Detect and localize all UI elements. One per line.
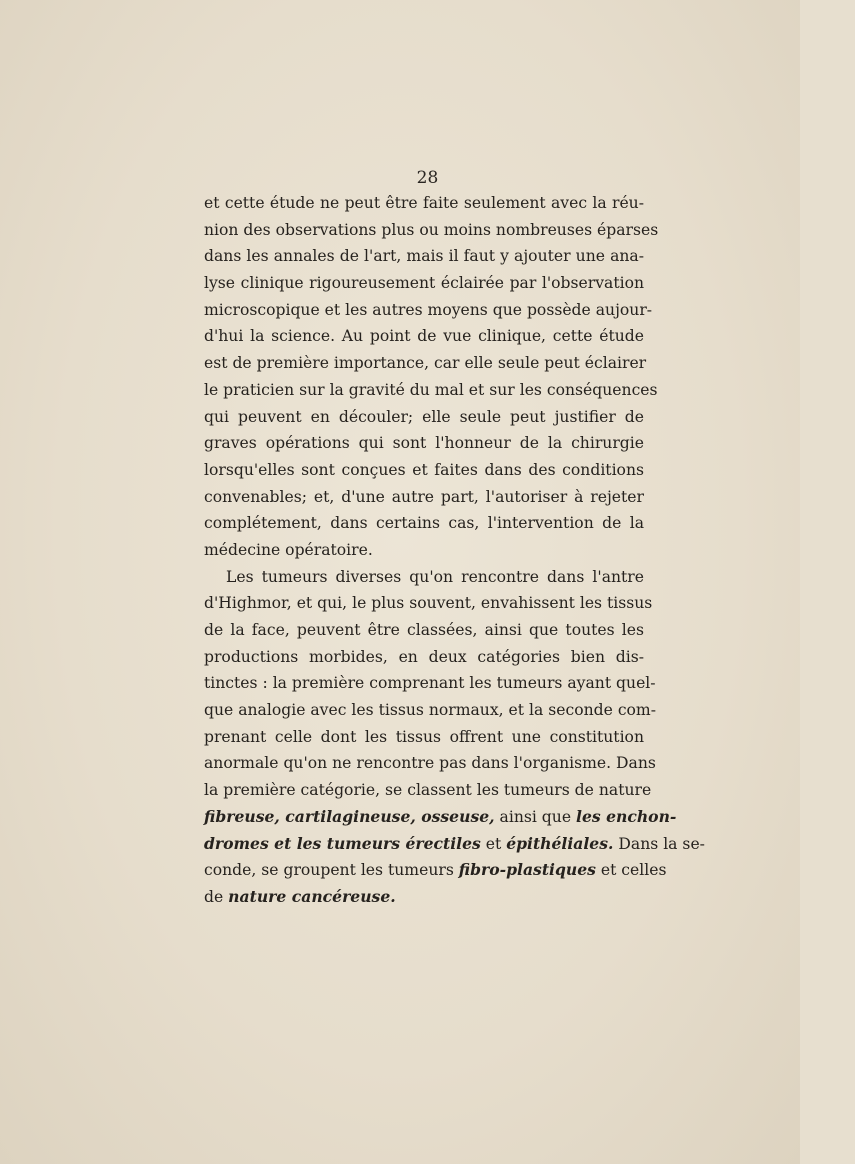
text-segment: d'Highmor, et qui, le plus souvent, envahissent les tissus xyxy=(204,594,653,613)
text-line xyxy=(204,564,644,591)
text-segment: de xyxy=(204,887,229,906)
text-segment: d'hui la science. Au point de vue clinique, cette étude xyxy=(204,327,644,346)
text-segment: et cette étude ne peut être faite seulement avec la réu- xyxy=(204,194,644,212)
italic-segment: fibreuse, cartilagineuse, osseuse, xyxy=(204,806,495,826)
text-segment: et xyxy=(480,834,507,853)
text-line xyxy=(204,430,644,457)
page-number: 28 xyxy=(416,168,439,188)
text-segment: médecine opératoire. xyxy=(204,540,373,559)
italic-segment: les enchon- xyxy=(576,806,677,826)
text-line xyxy=(204,697,656,724)
text-line xyxy=(204,590,653,617)
text-line xyxy=(204,217,659,244)
text-line xyxy=(204,750,656,777)
text-segment: qui peuvent en découler; elle seule peut justifier de xyxy=(204,407,644,426)
text-segment: nion des observations plus ou moins nombreuses éparses xyxy=(204,220,659,239)
text-line xyxy=(204,831,705,858)
text-segment: et celles xyxy=(595,861,667,880)
text-line xyxy=(204,510,644,537)
text-line xyxy=(204,804,677,831)
text-line xyxy=(204,323,644,350)
text-line xyxy=(204,270,644,297)
text-segment: microscopique et les autres moyens que possède aujour- xyxy=(204,300,653,319)
text-line xyxy=(204,857,667,884)
italic-segment: nature cancéreuse. xyxy=(228,886,396,906)
italic-segment: épithéliales. xyxy=(506,833,614,853)
text-segment: lyse clinique rigoureusement éclairée par l'observation xyxy=(204,274,644,293)
italic-segment: fibro-plastiques xyxy=(458,860,596,880)
text-segment: anormale qu'on ne rencontre pas dans l'organisme. Dans xyxy=(204,754,656,773)
text-segment: de la face, peuvent être classées, ainsi que toutes les xyxy=(204,621,644,639)
body-text xyxy=(204,190,705,911)
text-line xyxy=(204,404,644,431)
text-segment: lorsqu'elles sont conçues et faites dans des conditions xyxy=(204,460,644,479)
text-segment: productions morbides, en deux catégories bien dis- xyxy=(204,647,644,666)
text-line xyxy=(204,644,644,671)
text-line xyxy=(204,297,653,324)
text-line xyxy=(204,484,644,511)
text-segment: convenables; et, d'une autre part, l'autoriser à rejeter xyxy=(204,487,644,506)
text-segment: conde, se groupent les tumeurs xyxy=(204,861,459,880)
text-segment: Dans la se- xyxy=(613,834,705,853)
text-line xyxy=(204,724,644,751)
text-segment: dans les annales de l'art, mais il faut y ajouter une ana- xyxy=(204,247,644,266)
text-segment: que analogie avec les tissus normaux, et la seconde com- xyxy=(204,701,656,720)
text-line xyxy=(204,617,644,644)
text-segment: graves opérations qui sont l'honneur de la chirurgie xyxy=(204,434,644,453)
text-segment: le praticien sur la gravité du mal et sur les conséquences xyxy=(204,380,658,399)
text-line xyxy=(204,350,647,377)
text-line xyxy=(204,377,658,404)
text-line xyxy=(204,457,644,484)
text-line xyxy=(204,670,656,697)
italic-segment: dromes et les tumeurs érectiles xyxy=(204,833,481,853)
text-segment: tinctes : la première comprenant les tumeurs ayant quel- xyxy=(204,674,656,693)
text-segment: complétement, dans certains cas, l'intervention de la xyxy=(204,514,644,533)
text-segment: ainsi que xyxy=(494,807,577,826)
text-line xyxy=(204,537,644,564)
text-line xyxy=(204,884,644,911)
text-segment: prenant celle dont les tissus offrent une constitution xyxy=(204,727,644,746)
text-segment: la première catégorie, se classent les tumeurs de nature xyxy=(204,781,652,800)
text-line xyxy=(204,190,644,217)
text-segment: est de première importance, car elle seule peut éclairer xyxy=(204,354,647,373)
text-line xyxy=(204,777,652,804)
text-segment: Les tumeurs diverses qu'on rencontre dans l'antre xyxy=(226,567,644,586)
text-line xyxy=(204,243,644,270)
